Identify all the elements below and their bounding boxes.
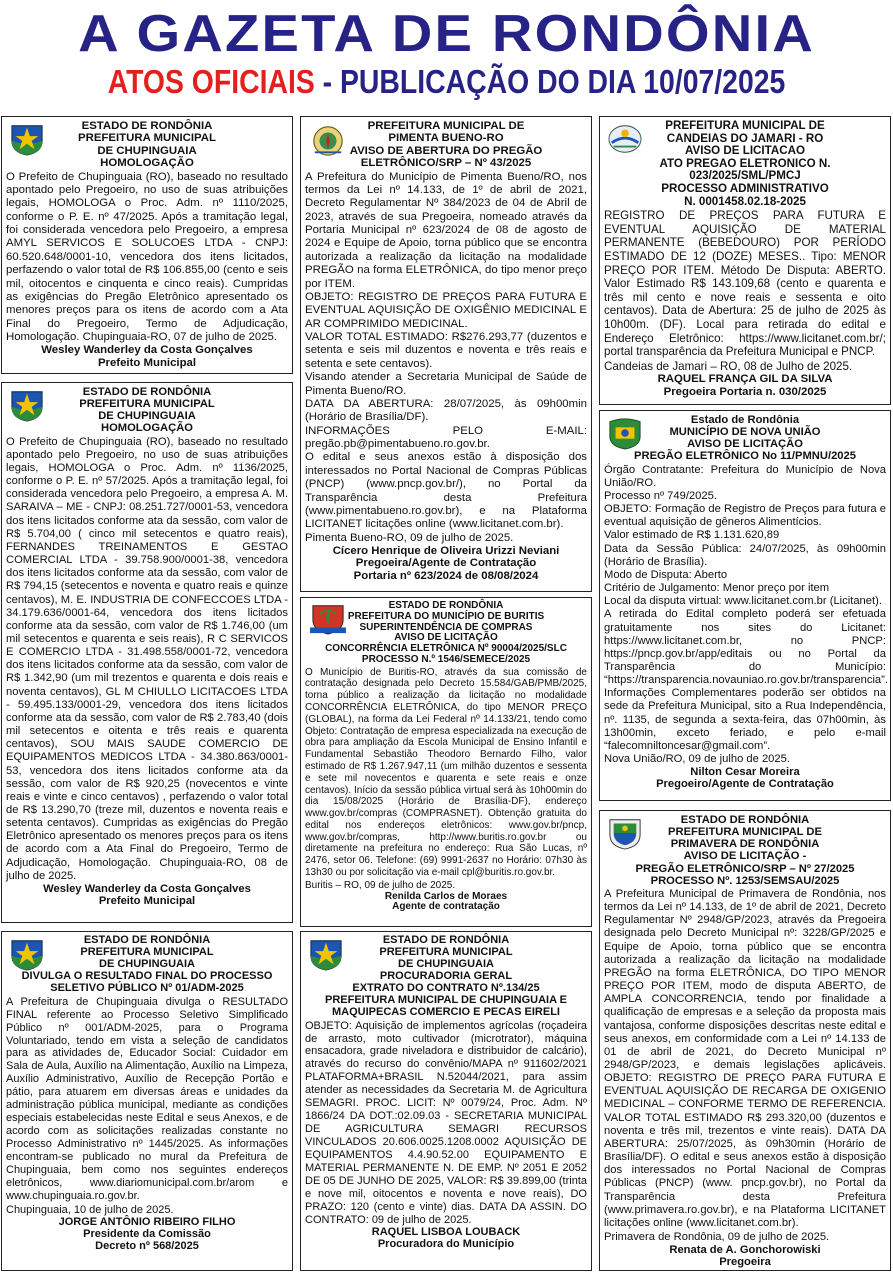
paragraph: Local da disputa virtual: www.licitanet.com.br (Licitanet). <box>604 595 882 608</box>
rondonia-emblem-icon <box>8 937 46 971</box>
signer-name: Nilton Cesar Moreira <box>690 766 800 779</box>
notice-body <box>305 171 587 546</box>
paragraph: Visando atender a Secretaria Municipal de Saúde de Pimenta Bueno/RO. <box>305 371 587 397</box>
header-line: ESTADO DE RONDÔNIA <box>82 386 212 398</box>
notice-signature <box>305 545 587 582</box>
signer-name: RAQUEL FRANÇA GIL DA SILVA <box>657 373 833 386</box>
header-line: ATO PREGAO ELETRONICO N. <box>659 156 831 170</box>
notice-header <box>6 935 288 995</box>
header-line: ELETRÔNICO/SRP – Nº 43/2025 <box>360 157 532 170</box>
paragraph: Nova União/RO, 09 de julho de 2025. <box>604 753 790 766</box>
header-line: AVISO DE LICITAÇÃO - <box>683 850 807 863</box>
header-line: CANDEIAS DO JAMARI - RO <box>666 131 824 145</box>
paragraph: OBJETO: Formação de Registro de Preços para futura e eventual aquisição de gêneros Alimentícios. <box>604 503 886 529</box>
header-line: SELETIVO PÚBLICO Nº 01/ADM-2025 <box>50 981 244 994</box>
header-line: PREFEITURA MUNICIPAL DE <box>665 119 825 132</box>
notice-chupinguaia-seletivo <box>1 931 293 1271</box>
header-line: PREFEITURA MUNICIPAL DE CHUPINGUAIA E <box>324 993 567 1006</box>
notice-signature <box>305 892 587 914</box>
signer-title: Presidente da Comissão <box>83 1227 211 1240</box>
notice-chupinguaia-homologacao-2 <box>1 382 293 923</box>
paragraph: Processo nº 749/2025. <box>604 489 717 502</box>
signer-decree: Portaria nº 623/2024 de 08/08/2024 <box>353 569 539 582</box>
paragraph: Valor estimado de R$ 1.131.620,89 <box>604 529 780 542</box>
header-line: PRIMAVERA DE RONDÔNIA <box>670 838 820 851</box>
publication-date: PUBLICAÇÃO DO DIA 10/07/2025 <box>340 63 786 100</box>
paragraph: A Prefeitura do Município de Pimenta Bueno/RO, nos termos da Lei nº 14.133, de 1º de abril de 2021, Decreto Regulamentar Nº 384/2023 de 04 de Abril de 2023, através de sua Pregoeira, nomeado através da Portaria Municipal nº 623/2024 de 08 de agosto de 2024 e Equipe de Apoio, torna público que se encontra autorizada a realização da licitação na modalidade PREGÃO na forma ELETRÔNICA, do tipo menor preço por ITEM. <box>305 170 587 290</box>
notice-place-date: Chupinguaia, 10 de julho de 2025. <box>6 1203 174 1216</box>
header-line: AVISO DE LICITAÇÃO <box>394 632 498 644</box>
notice-header <box>305 935 587 1019</box>
signer-name: Renilda Carlos de Moraes <box>384 890 508 902</box>
header-line: CONCORRÊNCIA ELETRÔNICA Nº 90004/2025/SLC <box>325 643 567 655</box>
notice-body: O Prefeito de Chupinguaia (RO), baseado no resultado apontado pelo Pregoeiro, no uso de suas atribuições legais, HOMOLOGA o Proc. Adm. nº 1136/2025, conforme o P. E. nº 57/2025. Após a tramitação legal, foi considerada vencedora pelo Pregoeiro, a empresa A. M. SARAIVA – ME - CNPJ: 08.251.727/0001-53, vencedora dos itens licitados conforme ata da sessão, com valor de R$ 5.704,00 ( cinco mil setecentos e quatro reais), FERNANDES TREINAMENTOS E GESTAO COMERCIAL LTDA - 39.758.900/0001-38, vencedora dos itens licitados conforme ata da sessão, com valor de R$ 794,15 (setecentos e noventa e quatro reais e quinze centavos), M. E. INDUSTRIA DE CONFECCOES LTDA - 34.179.636/0001-64, vencedora dos itens licitados conforme ata da sessão, com valor de R$ 1.746,00 (um mil setecentos e quarenta e seis reais), R C SERVICOS E COMERCIO LTDA - 31.498.558/0001-72, vencedora dos itens licitados conforme ata da sessão, com valor de R$ 1.342,90 (um mil trezentos e quarenta e dois reais e noventa centavos), GL M CHIULLO LICITACOES LTDA - 59.495.133/0001-29, vencedora dos itens licitados conforme ata da sessão, com valor de R$ 2.783,40 (dois mil setecentos e oitenta e três reais e quarenta centavos), SOU MAIS SAUDE COMERCIO DE EQUIPAMENTOS MEDICOS LTDA - 34.380.863/0001-53, vencedora dos itens licitados conforme ata da sessão, com valor de R$ 920,25 (novecentos e vinte reais e vinte e cinco centavos) , perfazendo o valor total de R$ 13.290,70 (treze mil, duzentos e noventa reais e setenta centavos). Cumpridas as exigências do Pregão Eletrônico apresentado os menores preços para os itens de acordo com a Ata Final do Pregoeiro, Termo de Adjudicação, Homologação. Chupinguaia-RO, 08 de julho de 2025. <box>6 435 288 882</box>
signer-title: Prefeito Municipal <box>97 356 197 369</box>
notice-body: OBJETO: Aquisição de implementos agrícolas (roçadeira de arrasto, moto cultivador (microtrator), máquina ensacadora, grade niveladora e distribuidor de calcário), através do recurso do convênio/MAPA nº 911602/2021 PLATAFORMA+BRASIL N.52044/2021, para assim atender as necessidades da Secretaria M. de Agricultura SEMAGRI. PROC. LICIT: Nº 0079/24, Proc. Adm. Nº 1866/24 DA DOT.:02.09.03 - SECRETARIA MUNICIPAL DE AGRICULTURA SEMAGRI RECURSOS VINCULADOS 20.606.0025.1208.0002 AQUISIÇÃO DE EQUIPAMENTOS 4.4.90.52.00 EQUIPAMENTO E MATERIAL PERMANENTE N. DE EMP. Nº 2051 E 2052 DE 05 DE JUNHO DE 2025, VALOR: R$ 39.899,00 (trinta e nove mil, oitocentos e noventa e nove reais), DO PRAZO: 120 (cento e vinte) dias. DATA DA ASSIN. DO CONTRATO: 09 de julho de 2025. <box>305 1019 587 1226</box>
signer-name: Wesley Wanderley da Costa Gonçalves <box>43 882 251 895</box>
notice-signature <box>6 344 288 369</box>
signer-name: Cícero Henrique de Oliveira Urizzi Neviani <box>332 545 560 557</box>
paragraph: Critério de Julgamento: Menor preço por item <box>604 582 830 595</box>
notice-pimenta-bueno <box>300 116 592 592</box>
primavera-emblem-icon <box>606 816 644 850</box>
notice-nova-uniao <box>599 410 891 801</box>
paragraph: A retirada do Edital completo poderá ser efetuada gratuitamente nos sites do Licitanet: https://www.licitanet.com.br, no PNCP: https://pncp.gov.br/app/editais ou no Portal da Transparência do Município: “https://transparencia.novauniao.ro.gov.br/transparencia”. <box>604 608 888 687</box>
notice-header <box>604 814 886 887</box>
buritis-emblem-icon <box>307 601 349 635</box>
header-line: DIVULGA O RESULTADO FINAL DO PROCESSO <box>21 969 273 982</box>
notice-header <box>305 120 587 170</box>
paragraph: DATA DA ABERTURA: 28/07/2025, às 09h00min (Horário de Brasília/DF). <box>305 397 587 424</box>
notice-chupinguaia-contrato <box>300 931 592 1271</box>
notice-header <box>604 120 886 208</box>
signer-title: Pregoeira <box>719 1256 771 1269</box>
signer-decree: Decreto nº 568/2025 <box>95 1239 199 1252</box>
notice-header <box>6 386 288 435</box>
publication-line <box>63 62 831 102</box>
header-line: ESTADO DE RONDÔNIA <box>680 814 810 826</box>
paragraph: O edital e seus anexos estão à disposição dos interessados no Portal Nacional de Compras Públicas (PNCP) (www.pncp.gov.br/), no Portal da Transparência desta Prefeitura (www.pimentabueno.ro.gov.br), e na Plataforma LICITANET licitações online (www.licitanet.com.br). <box>305 451 587 531</box>
header-line: PROCESSO ADMINISTRATIVO <box>661 181 829 195</box>
notice-signature <box>6 1217 288 1253</box>
header-line: PREFEITURA MUNICIPAL <box>80 945 214 958</box>
header-line: HOMOLOGAÇÃO <box>100 157 194 170</box>
header-line: MAQUIPECAS COMERCIO E PECAS EIRELI <box>332 1005 560 1018</box>
notice-place-date: Primavera de Rondônia, 09 de julho de 2025. <box>604 1231 830 1243</box>
signer-title: Pregoeira Portaria n. 030/2025 <box>663 386 827 399</box>
signer-name: Renata de A. Gonchorowiski <box>669 1244 821 1257</box>
header-line: DE CHUPINGUAIA <box>398 957 494 970</box>
header-line: SUPERINTENDÊNCIA DE COMPRAS <box>359 621 533 633</box>
notice-chupinguaia-homologacao-1 <box>1 116 293 374</box>
notice-place-date: Candeias de Jamari – RO, 08 de Julho de 2025. <box>604 359 853 373</box>
notice-signature <box>604 373 886 399</box>
header-line: PREFEITURA MUNICIPAL <box>79 398 215 411</box>
header-line: PROCURADORIA GERAL <box>379 969 513 982</box>
rondonia-emblem-icon <box>8 388 46 422</box>
signer-title: Prefeito Municipal <box>98 895 196 908</box>
notice-header <box>604 414 886 463</box>
paragraph: Data da Sessão Pública: 24/07/2025, às 09h00min (Horário de Brasília). <box>604 542 886 568</box>
notice-buritis <box>300 597 592 927</box>
notice-body: O Prefeito de Chupinguaia (RO), baseado no resultado apontado pelo Pregoeiro, no uso de suas atribuições legais, HOMOLOGA o Proc. Adm. nº 1110/2025, conforme o P. E. nº 47/2025. Após a tramitação legal, foi considerada vencedora pelo Pregoeiro, a empresa AMYL SERVICOS E SOLUCOES LTDA - CNPJ: 60.520.648/0001-10, vencedora dos itens licitados, perfazendo o valor total de R$ 106.855,00 (cento e seis mil, oitocentos e cinquenta e cinco reais). Cumpridas as exigências do Pregão Eletrônico apresentado os menores preços para os itens de acordo com a Ata Final do Pregoeiro, Termo de Adjudicação, Homologação. Chupinguaia-RO, 07 de julho de 2025. <box>6 170 288 343</box>
header-line: ESTADO DE RONDÔNIA <box>81 120 213 132</box>
notice-place-date: Buritis – RO, 09 de julho de 2025. <box>305 879 456 891</box>
signer-title: Pregoeiro/Agente de Contratação <box>656 778 834 791</box>
header-line: DE CHUPINGUAIA <box>98 410 196 423</box>
notice-body <box>604 464 886 767</box>
header-line: AVISO DE LICITACAO <box>684 144 806 158</box>
header-line: AVISO DE ABERTURA DO PREGÃO <box>349 144 543 157</box>
notice-body: O Município de Buritis-RO, através da sua comissão de contratação designada pelo Decreto 15.584/GAB/PMB/2025, torna público a realização da licitação no modalidade CONCORRÊNCIA ELETRÔNICA, do tipo MENOR PREÇO (GLOBAL), na forma da Lei Federal nº 14.133/21, tendo como Objeto: Contratação de empresa especializada na execução de obra para ampliação da Escola Municipal de Ensino Infantil e Fundamental Sebastião Theodoro Bernardo Filho, valor estimado de R$ 1.267.947,11 (um milhão duzentos e sessenta e sete mil novecentos e quarenta e sete reais e onze centavos). Início da sessão pública virtual será às 10h00min do dia 15/08/2025 (Horário de Brasília-DF), endereço www.gov.br/compras (COMPRASNET). Obtenção gratuita do edital nos endereços eletrônicos: www.gov.br/pncp, www.gov.br/compras, http://www.buritis.ro.gov.br ou diretamente na prefeitura no endereço: Rua São Lucas, nº 2476, setor 06. Telefone: (69) 9991-2637 no Horário: 07h30 às 13h30 ou por solicitação via e-mail cpl@buritis.ro.gov.br. <box>305 666 587 878</box>
paragraph: INFORMAÇÕES PELO E-MAIL: pregão.pb@pimentabueno.ro.gov.br. <box>305 424 587 450</box>
header-line: HOMOLOGAÇÃO <box>101 422 193 435</box>
header-line: ESTADO DE RONDÔNIA <box>382 934 510 946</box>
notice-signature <box>305 1227 587 1251</box>
notice-body: REGISTRO DE PREÇOS PARA FUTURA E EVENTUAL AQUISIÇÃO DE MATERIAL PERMANENTE (BEBEDOURO) POR PERÍODO ESTIMADO DE 12 (DOZE) MESES.. Tipo: MENOR PREÇO POR ITEM. Método De Disputa: ABERTO. Valor Estimado R$ 143.109,68 (cento e quarenta e três mil cento e nove reais e sessenta e oito centavos). Data de Abertura: 25 de julho de 2025 às 10h00m. (DF). Local para retirada do edital e Endereço Eletrônico: https://www.licitanet.com.br/; portal transparência da Prefeitura Municipal e PNCP. <box>604 209 886 359</box>
paragraph: Informações Complementares poderão ser obtidos na sede da Prefeitura Municipal, sito a Rua Independência, nº. 1135, de segunda a sexta-feira, das 07h00min, às 13h00min, exceto feriado, e pelo e-mail “falecomniltoncesar@gmail.com”. <box>604 687 886 752</box>
signer-name: RAQUEL LISBOA LOUBACK <box>371 1225 521 1238</box>
signer-name: Wesley Wanderley da Costa Gonçalves <box>41 344 253 357</box>
header-line: PREFEITURA MUNICIPAL <box>379 945 513 958</box>
signer-name: JORGE ANTÔNIO RIBEIRO FILHO <box>58 1215 236 1228</box>
rondonia-emblem-icon <box>8 122 46 156</box>
header-line: DE CHUPINGUAIA <box>97 144 197 157</box>
header-line: AVISO DE LICITAÇÃO <box>687 438 803 451</box>
notice-candeias-do-jamari <box>599 116 891 405</box>
header-line: PREGÃO ELETRÔNICO No 11/PMNU/2025 <box>634 450 856 463</box>
header-line: PROCESSO N.º 1546/SEMECE/2025 <box>361 653 531 665</box>
notice-signature <box>604 766 886 790</box>
newspaper-title: A GAZETA DE RONDÔNIA <box>78 5 815 63</box>
header-line: DE CHUPINGUAIA <box>99 957 195 970</box>
pimenta-bueno-emblem-icon <box>309 124 347 158</box>
paragraph: Órgão Contratante: Prefeitura do Município de Nova União/RO. <box>604 463 886 489</box>
atos-oficiais-label: ATOS OFICIAIS <box>107 63 315 100</box>
header-line: PREFEITURA MUNICIPAL DE <box>668 826 822 839</box>
header-line: PROCESSO Nº. 1253/SEMSAU/2025 <box>650 874 840 887</box>
notice-primavera-de-rondonia <box>599 810 891 1271</box>
paragraph: Modo de Disputa: Aberto <box>604 568 728 581</box>
paragraph: Pimenta Bueno-RO, 09 de julho de 2025. <box>305 531 514 544</box>
signer-title: Procuradora do Município <box>377 1237 515 1250</box>
candeias-emblem-icon <box>606 122 644 156</box>
header-line: PREFEITURA MUNICIPAL <box>78 132 216 145</box>
header-line: PREFEITURA DO MUNICÍPIO DE BURITIS <box>347 610 545 622</box>
header-line: 023/2025/SML/PMCJ <box>689 169 801 183</box>
nova-uniao-emblem-icon <box>606 416 644 450</box>
header-line: MUNICÍPIO DE NOVA UNIÃO <box>669 426 821 439</box>
separator-dash: - <box>314 63 341 100</box>
header-line: ESTADO DE RONDÔNIA <box>83 934 211 946</box>
masthead <box>0 0 893 112</box>
rondonia-emblem-icon <box>307 937 345 971</box>
header-line: PIMENTA BUENO-RO <box>388 132 504 145</box>
header-line: PREFEITURA MUNICIPAL DE <box>367 120 525 132</box>
notice-signature <box>604 1244 886 1268</box>
header-line: Estado de Rondônia <box>690 414 800 426</box>
header-line: N. 0001458.02.18-2025 <box>684 194 806 208</box>
header-line: EXTRATO DO CONTRATO Nº.134/25 <box>352 981 540 994</box>
notice-body: A Prefeitura Municipal de Primavera de Rondônia, nos termos da Lei nº 14.133, de 1º de abril de 2021, Decreto Regulamentar Nº 2948/GP/2023, através da Pregoeira designada pelo Decreto Municipal nº: 3228/GP/2025 e Equipe de Apoio, torna público que se encontra autorizada a realização da licitação na modalidade PREGÃO na forma ELETRÔNICA, DO TIPO MENOR PREÇO POR ITEM, modo de disputa ABERTO, de AMPLA CONCORRENCIA, tendo por finalidade a qualificação de empresas e a seleção da proposta mais vantajosa, conforme disposições descritas neste edital e seus anexos, em conformidade com a Lei nº 14.133 de 01 de abril de 2021, do Decreto Municipal nº 2948/GP/2023, e demais legislações aplicáveis. OBJETO: REGISTRO DE PREÇO PARA FUTURA E EVENTUAL AQUISIÇÃO DE RECARGA DE OXIGENIO MEDICINAL – CONFORME TERMO DE REFERENCIA. VALOR TOTAL ESTIMADO R$ 293.320,00 (duzentos e noventa e três mil, trezentos e vinte reais). DATA DA ABERTURA: 25/07/2025, às 09h30min (Horário de Brasília/DF). O edital e seus anexos estão à disposição dos interessados no Portal Nacional de Compras Públicas (PNCP) (www. pncp.gov.br), no Portal da Transparência desta Prefeitura (www.primavera.ro.gov.br), e na Plataforma LICITANET licitações online (www.licitanet.com.br). <box>604 887 886 1229</box>
paragraph: VALOR TOTAL ESTIMADO: R$276.293,77 (duzentos e setenta e seis mil duzentos e noventa e três reais e setenta e sete centavos). <box>305 331 587 370</box>
header-line: PREGÃO ELETRÔNICO/SRP – Nº 27/2025 <box>635 862 855 875</box>
header-line: ESTADO DE RONDÔNIA <box>388 600 504 611</box>
notice-header <box>6 120 288 170</box>
notice-signature <box>6 883 288 907</box>
signer-title: Pregoeira/Agente de Contratação <box>355 557 537 570</box>
paragraph: OBJETO: REGISTRO DE PREÇOS PARA FUTURA E EVENTUAL AQUISIÇÃO DE OXIGÊNIO MEDICINAL E AR COMPRIMIDO MEDICINAL. <box>305 290 587 330</box>
notice-body: A Prefeitura de Chupinguaia divulga o RESULTADO FINAL referente ao Processo Seletivo Simplificado Público nº 001/ADM-2025, para o Programa Voluntariado, tendo em vista a seleção de candidatos para as atividades de, Educador Social: Cuidador em Sala de Aula, Auxílio na Alimentação, Auxílio na Limpeza, Auxílio Administrativo, Auxílio de Recepção Portão e pátio, para atuarem em diversas áreas e unidades da administração pública municipal, mediante as condições especiais estabelecidas neste Edital e seus Anexos, e de acordo com as solicitações realizadas constante no Processo Administrativo nº 1445/2025. As informações encontram-se publicado no mural da Prefeitura de Chupinguaia, bem como nos seguintes endereços eletrônicos, www.diariomunicipal.com.br/arom e www.chupinguaia.ro.gov.br. <box>6 995 288 1202</box>
signer-title: Agente de contratação <box>392 901 500 913</box>
